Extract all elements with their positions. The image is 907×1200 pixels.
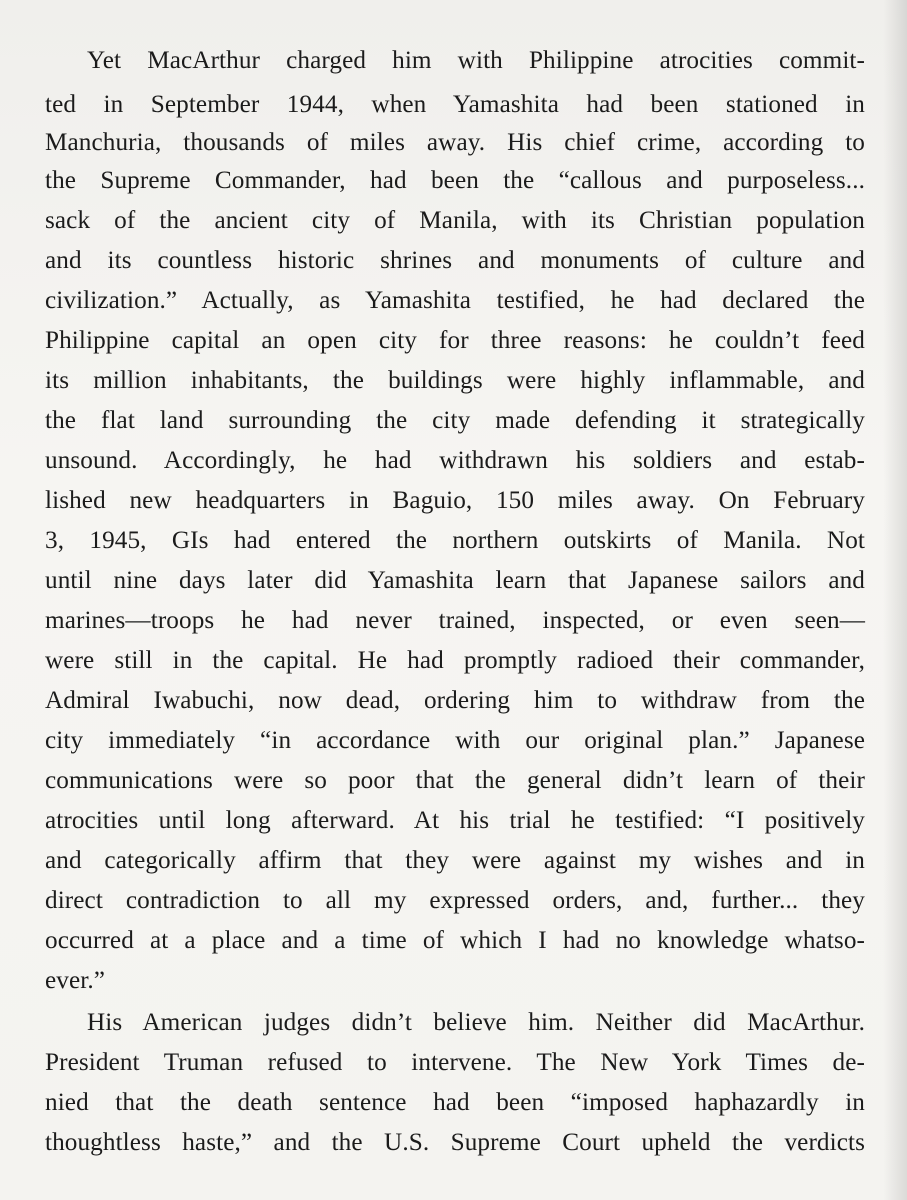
text-line: until nine days later did Yamashita learn that Japanese sailors and (45, 567, 865, 594)
text-line: civilization.” Actually, as Yamashita testified, he had declared the (45, 287, 865, 314)
page-edge-shadow (883, 0, 907, 1200)
text-line: unsound. Accordingly, he had withdrawn his soldiers and estab- (45, 447, 865, 474)
text-line: atrocities until long afterward. At his trial he testified: “I positively (45, 807, 865, 834)
text-line: Manchuria, thousands of miles away. His chief crime, according to (45, 129, 865, 156)
text-line: its million inhabitants, the buildings were highly inflammable, and (45, 367, 865, 394)
text-line: city immediately “in accordance with our original plan.” Japanese (45, 727, 865, 754)
text-line: lished new headquarters in Baguio, 150 miles away. On February (45, 487, 865, 514)
text-line: direct contradiction to all my expressed orders, and, further... they (45, 887, 865, 914)
text-line: sack of the ancient city of Manila, with its Christian population (45, 207, 865, 234)
text-line: marines—troops he had never trained, inspected, or even seen— (45, 607, 865, 634)
text-line: President Truman refused to intervene. The New York Times de- (45, 1049, 865, 1076)
text-line: and categorically affirm that they were against my wishes and in (45, 847, 865, 874)
text-line: thoughtless haste,” and the U.S. Supreme Court upheld the verdicts (45, 1129, 865, 1156)
text-line: the Supreme Commander, had been the “callous and purposeless... (45, 167, 865, 194)
text-line: Yet MacArthur charged him with Philippine atrocities commit- (87, 47, 865, 74)
text-line: and its countless historic shrines and monuments of culture and (45, 247, 865, 274)
text-line: Admiral Iwabuchi, now dead, ordering him to withdraw from the (45, 687, 865, 714)
text-line: the flat land surrounding the city made defending it strategically (45, 407, 865, 434)
text-line: 3, 1945, GIs had entered the northern outskirts of Manila. Not (45, 527, 865, 554)
text-line: Philippine capital an open city for three reasons: he couldn’t feed (45, 327, 865, 354)
text-line: ted in September 1944, when Yamashita had been stationed in (45, 91, 865, 118)
text-line: were still in the capital. He had promptly radioed their commander, (45, 647, 865, 674)
text-line: His American judges didn’t believe him. Neither did MacArthur. (87, 1009, 865, 1036)
text-line: ever.” (45, 967, 106, 994)
text-line: occurred at a place and a time of which I had no knowledge whatso- (45, 927, 865, 954)
text-line: nied that the death sentence had been “imposed haphazardly in (45, 1089, 865, 1116)
text-line: communications were so poor that the general didn’t learn of their (45, 767, 865, 794)
